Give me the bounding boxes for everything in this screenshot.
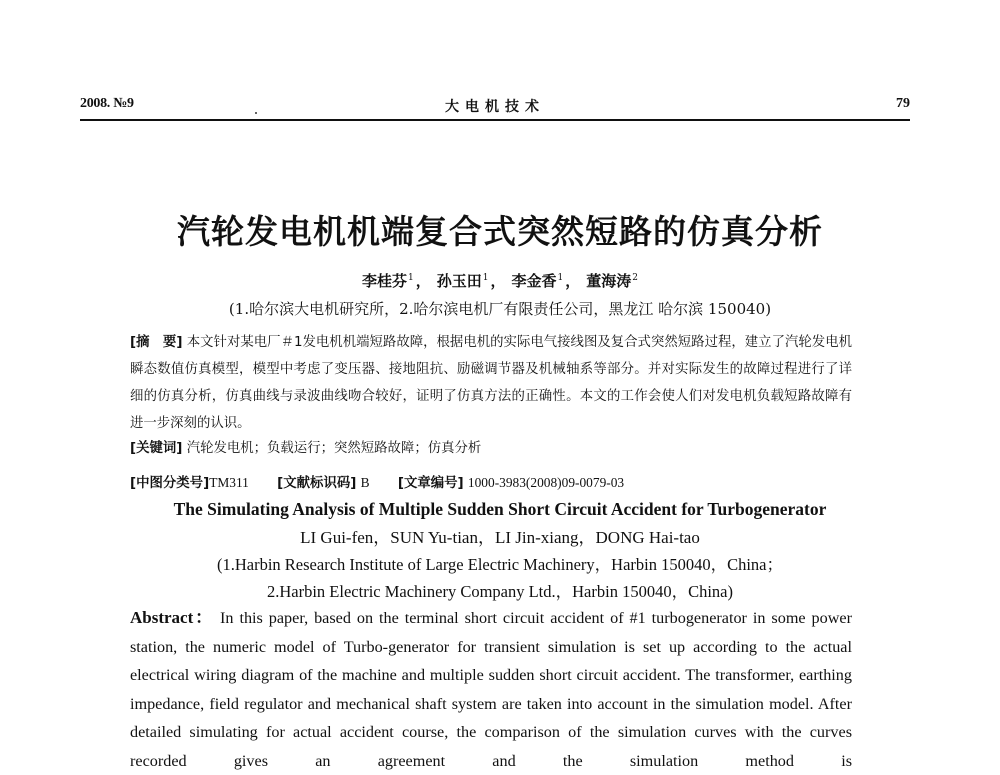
abstract-cn-text: 本文针对某电厂＃1发电机机端短路故障，根据电机的实际电气接线图及复合式突然短路过程，建立了汽轮发电机瞬态数值仿真模型，模型中考虑了变压器、接地阻抗、励磁调节器及机械轴系等部分。并对实际发生的故障过程进行了详细的仿真分析，仿真曲线与录波曲线吻合较好，证明了仿真方法的正确性。本文的工作会使人们对发电机负载短路故障有进一步深刻的认识。 <box>130 335 852 431</box>
abstract-en-label: Abstract： <box>130 608 215 627</box>
affiliation-en-2: 2.Harbin Electric Machinery Company Ltd.，Harbin 150040，China) <box>266 582 733 601</box>
abstract-en <box>130 604 852 775</box>
issue-number: 2008. №9 <box>80 96 134 111</box>
header-rule <box>80 119 910 121</box>
abstract-cn-label: [摘 要] <box>130 335 183 350</box>
page-number: 79 <box>896 96 910 111</box>
author-cn: 孙玉田$^1$ <box>436 272 489 290</box>
author-cn: 李金香$^1$ <box>511 272 564 290</box>
author-cn: 李桂芬$^1$ <box>361 272 414 290</box>
authors-cn <box>0 270 1000 291</box>
affiliation-en-1: (1.Harbin Research Institute of Large Electric Machinery，Harbin 150040，China； <box>216 555 784 574</box>
abstract-en-text: In this paper, based on the terminal short circuit accident of #1 turbogenerator in some power station, the numeric model of Turbo-generator for transient simulation is set up according to the actual electrical wiring diagram of the machine and multiple sudden short circuit accident. The transformer, earthing impedance, field regulator and mechanical shaft system are taken into account in the simulation model. After detailed simulating for actual accident course, the comparison of the simulation curves with the curves recorded gives an agreement and the simulation method is <box>130 609 852 770</box>
author-separator: ， <box>415 272 431 290</box>
journal-name: 大电机技术 <box>445 99 545 115</box>
author-separator: ， <box>490 272 506 290</box>
authors-en: LI Gui-fen，SUN Yu-tian，LI Jin-xiang，DONG Hai-tao <box>300 528 700 547</box>
document-code: [文献标识码] B <box>277 475 370 491</box>
keywords-cn-text: 汽轮发电机；负载运行；突然短路故障；仿真分析 <box>186 441 482 456</box>
abstract-cn <box>130 329 852 437</box>
scan-speck <box>255 112 257 114</box>
clc-code: [中图分类号]TM311 <box>130 475 249 491</box>
classification-line <box>130 472 852 491</box>
keywords-cn <box>130 437 852 456</box>
paper-title-cn: 汽轮发电机机端复合式突然短路的仿真分析 <box>177 212 823 251</box>
paper-title-en: The Simulating Analysis of Multiple Sudden Short Circuit Accident for Turbogenerator <box>173 499 827 519</box>
keywords-cn-label: [关键词] <box>130 441 183 456</box>
article-number: [文章编号] 1000-3983(2008)09-0079-03 <box>397 475 625 491</box>
affiliation-cn: (1.哈尔滨大电机研究所，2.哈尔滨电机厂有限责任公司，黑龙江 哈尔滨 150040) <box>228 300 772 318</box>
author-cn: 董海涛$^2$ <box>586 272 639 290</box>
running-header <box>80 96 910 118</box>
author-separator: ， <box>565 272 581 290</box>
